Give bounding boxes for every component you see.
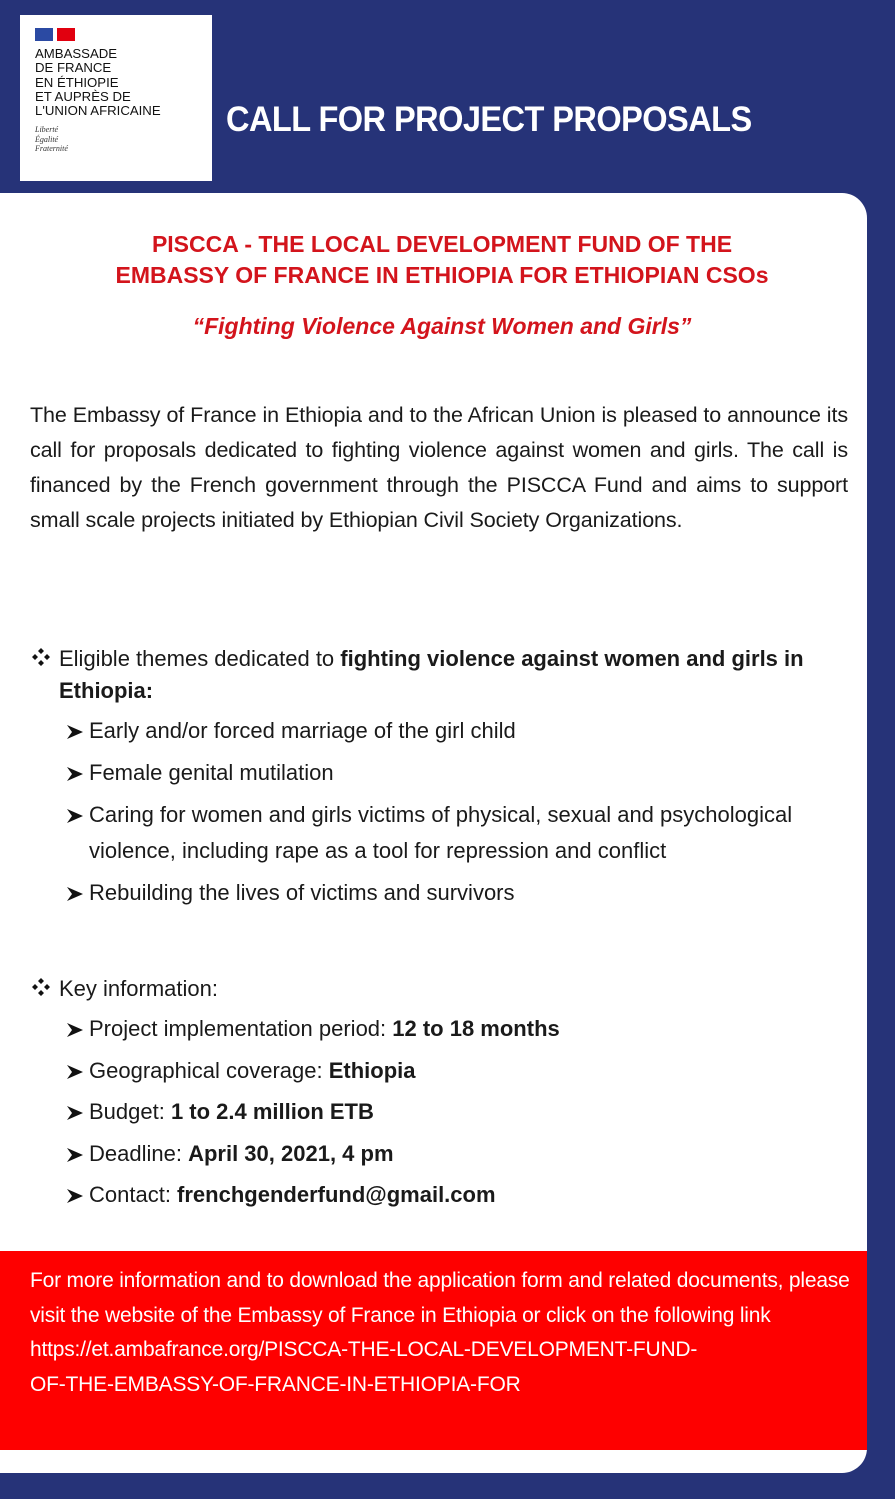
header bbox=[0, 0, 895, 193]
key-info-label: Project implementation period: bbox=[89, 1016, 393, 1041]
contact-email: frenchgenderfund@gmail.com bbox=[177, 1182, 496, 1207]
logo-line: ET AUPRÈS DE bbox=[35, 88, 131, 104]
more-info-message: For more information and to download the application form and related documents, please visit the website of the Embassy of France in Ethiopia or click on the following link bbox=[30, 1269, 850, 1327]
fund-title-line: EMBASSY OF FRANCE IN ETHIOPIA FOR ETHIOPIAN CSOs bbox=[115, 262, 769, 288]
link-line[interactable]: OF-THE-EMBASSY-OF-FRANCE-IN-ETHIOPIA-FOR bbox=[30, 1372, 521, 1396]
logo-line: AMBASSADE bbox=[35, 46, 118, 61]
themes-heading bbox=[30, 643, 860, 707]
logo-text bbox=[35, 47, 161, 118]
key-info-item bbox=[66, 1177, 860, 1212]
key-info-item bbox=[66, 1094, 860, 1129]
fund-title-line: PISCCA - THE LOCAL DEVELOPMENT FUND OF THE bbox=[151, 231, 733, 257]
themes-section bbox=[30, 643, 860, 917]
list-item bbox=[66, 713, 860, 749]
arrow-bullet-icon bbox=[66, 1022, 84, 1038]
themes-heading-text: Eligible themes dedicated to bbox=[59, 646, 341, 671]
arrow-bullet-icon bbox=[66, 1064, 84, 1080]
key-info-item bbox=[66, 1011, 860, 1046]
arrow-bullet-icon bbox=[66, 724, 84, 740]
arrow-bullet-icon bbox=[66, 1147, 84, 1163]
arrow-bullet-icon bbox=[66, 1105, 84, 1121]
motto-line: Égalité bbox=[35, 134, 59, 144]
logo-line: EN ÉTHIOPIE bbox=[35, 74, 119, 90]
key-info-label: Budget: bbox=[89, 1099, 171, 1124]
key-info-value: 1 to 2.4 million ETB bbox=[170, 1099, 374, 1124]
key-info-value: April 30, 2021, 4 pm bbox=[188, 1140, 394, 1166]
list-item-text: Rebuilding the lives of victims and survivors bbox=[89, 880, 515, 905]
list-item-text: Early and/or forced marriage of the girl child bbox=[89, 718, 516, 743]
key-info-list bbox=[66, 1011, 860, 1212]
key-info-section bbox=[30, 973, 860, 1219]
list-item bbox=[66, 755, 860, 791]
fund-title bbox=[0, 229, 884, 291]
list-item bbox=[66, 797, 860, 869]
flag-red-block bbox=[57, 28, 75, 41]
key-info-label: Contact: bbox=[89, 1182, 178, 1207]
key-info-item bbox=[66, 1136, 860, 1171]
list-item bbox=[66, 875, 860, 911]
arrow-bullet-icon bbox=[66, 766, 84, 782]
key-info-heading-text: Key information: bbox=[59, 976, 218, 1001]
list-item-text: Female genital mutilation bbox=[89, 760, 334, 785]
intro-paragraph: The Embassy of France in Ethiopia and to the African Union is pleased to announce its call for proposals dedicated to fighting violence against women and girls. The call is financed by the French government through the PISCCA Fund and aims to support small scale projects initiated by Ethiopian Civil Society Organizations. bbox=[30, 403, 848, 532]
key-info-label: Deadline: bbox=[89, 1140, 189, 1166]
logo-line: L'UNION AFRICAINE bbox=[35, 103, 161, 119]
key-info-heading bbox=[30, 973, 860, 1005]
key-info-label: Geographical coverage: bbox=[89, 1057, 329, 1083]
embassy-link[interactable] bbox=[30, 1333, 860, 1402]
page-title: CALL FOR PROJECT PROPOSALS bbox=[226, 100, 752, 139]
themes-heading-bold: fighting violence against women and girls in Ethiopia: bbox=[59, 646, 804, 703]
logo-line: DE FRANCE bbox=[35, 60, 112, 76]
embassy-logo bbox=[20, 15, 212, 181]
list-item-text: Caring for women and girls victims of physical, sexual and psychological violence, including rape as a tool for repression and conflict bbox=[89, 802, 793, 863]
key-info-value: Ethiopia bbox=[328, 1057, 416, 1083]
motto-line: Liberté bbox=[35, 125, 59, 134]
diamond-bullet-icon bbox=[30, 646, 52, 668]
arrow-bullet-icon bbox=[66, 886, 84, 902]
flag-blue-block bbox=[35, 28, 53, 41]
link-line[interactable]: https://et.ambafrance.org/PISCCA-THE-LOCAL-DEVELOPMENT-FUND- bbox=[30, 1338, 698, 1361]
logo-motto bbox=[35, 125, 68, 154]
key-info-item bbox=[66, 1053, 860, 1088]
arrow-bullet-icon bbox=[66, 808, 84, 824]
key-info-value: 12 to 18 months bbox=[392, 1016, 560, 1041]
content-card bbox=[0, 193, 867, 1473]
motto-line: Fraternité bbox=[35, 144, 68, 153]
tagline: “Fighting Violence Against Women and Girls” bbox=[192, 313, 692, 339]
themes-list bbox=[66, 713, 860, 911]
marianne-flag-icon bbox=[35, 28, 75, 41]
more-info-text bbox=[30, 1264, 860, 1402]
more-info-banner bbox=[0, 1251, 867, 1450]
diamond-bullet-icon bbox=[30, 976, 52, 998]
arrow-bullet-icon bbox=[66, 1188, 84, 1204]
